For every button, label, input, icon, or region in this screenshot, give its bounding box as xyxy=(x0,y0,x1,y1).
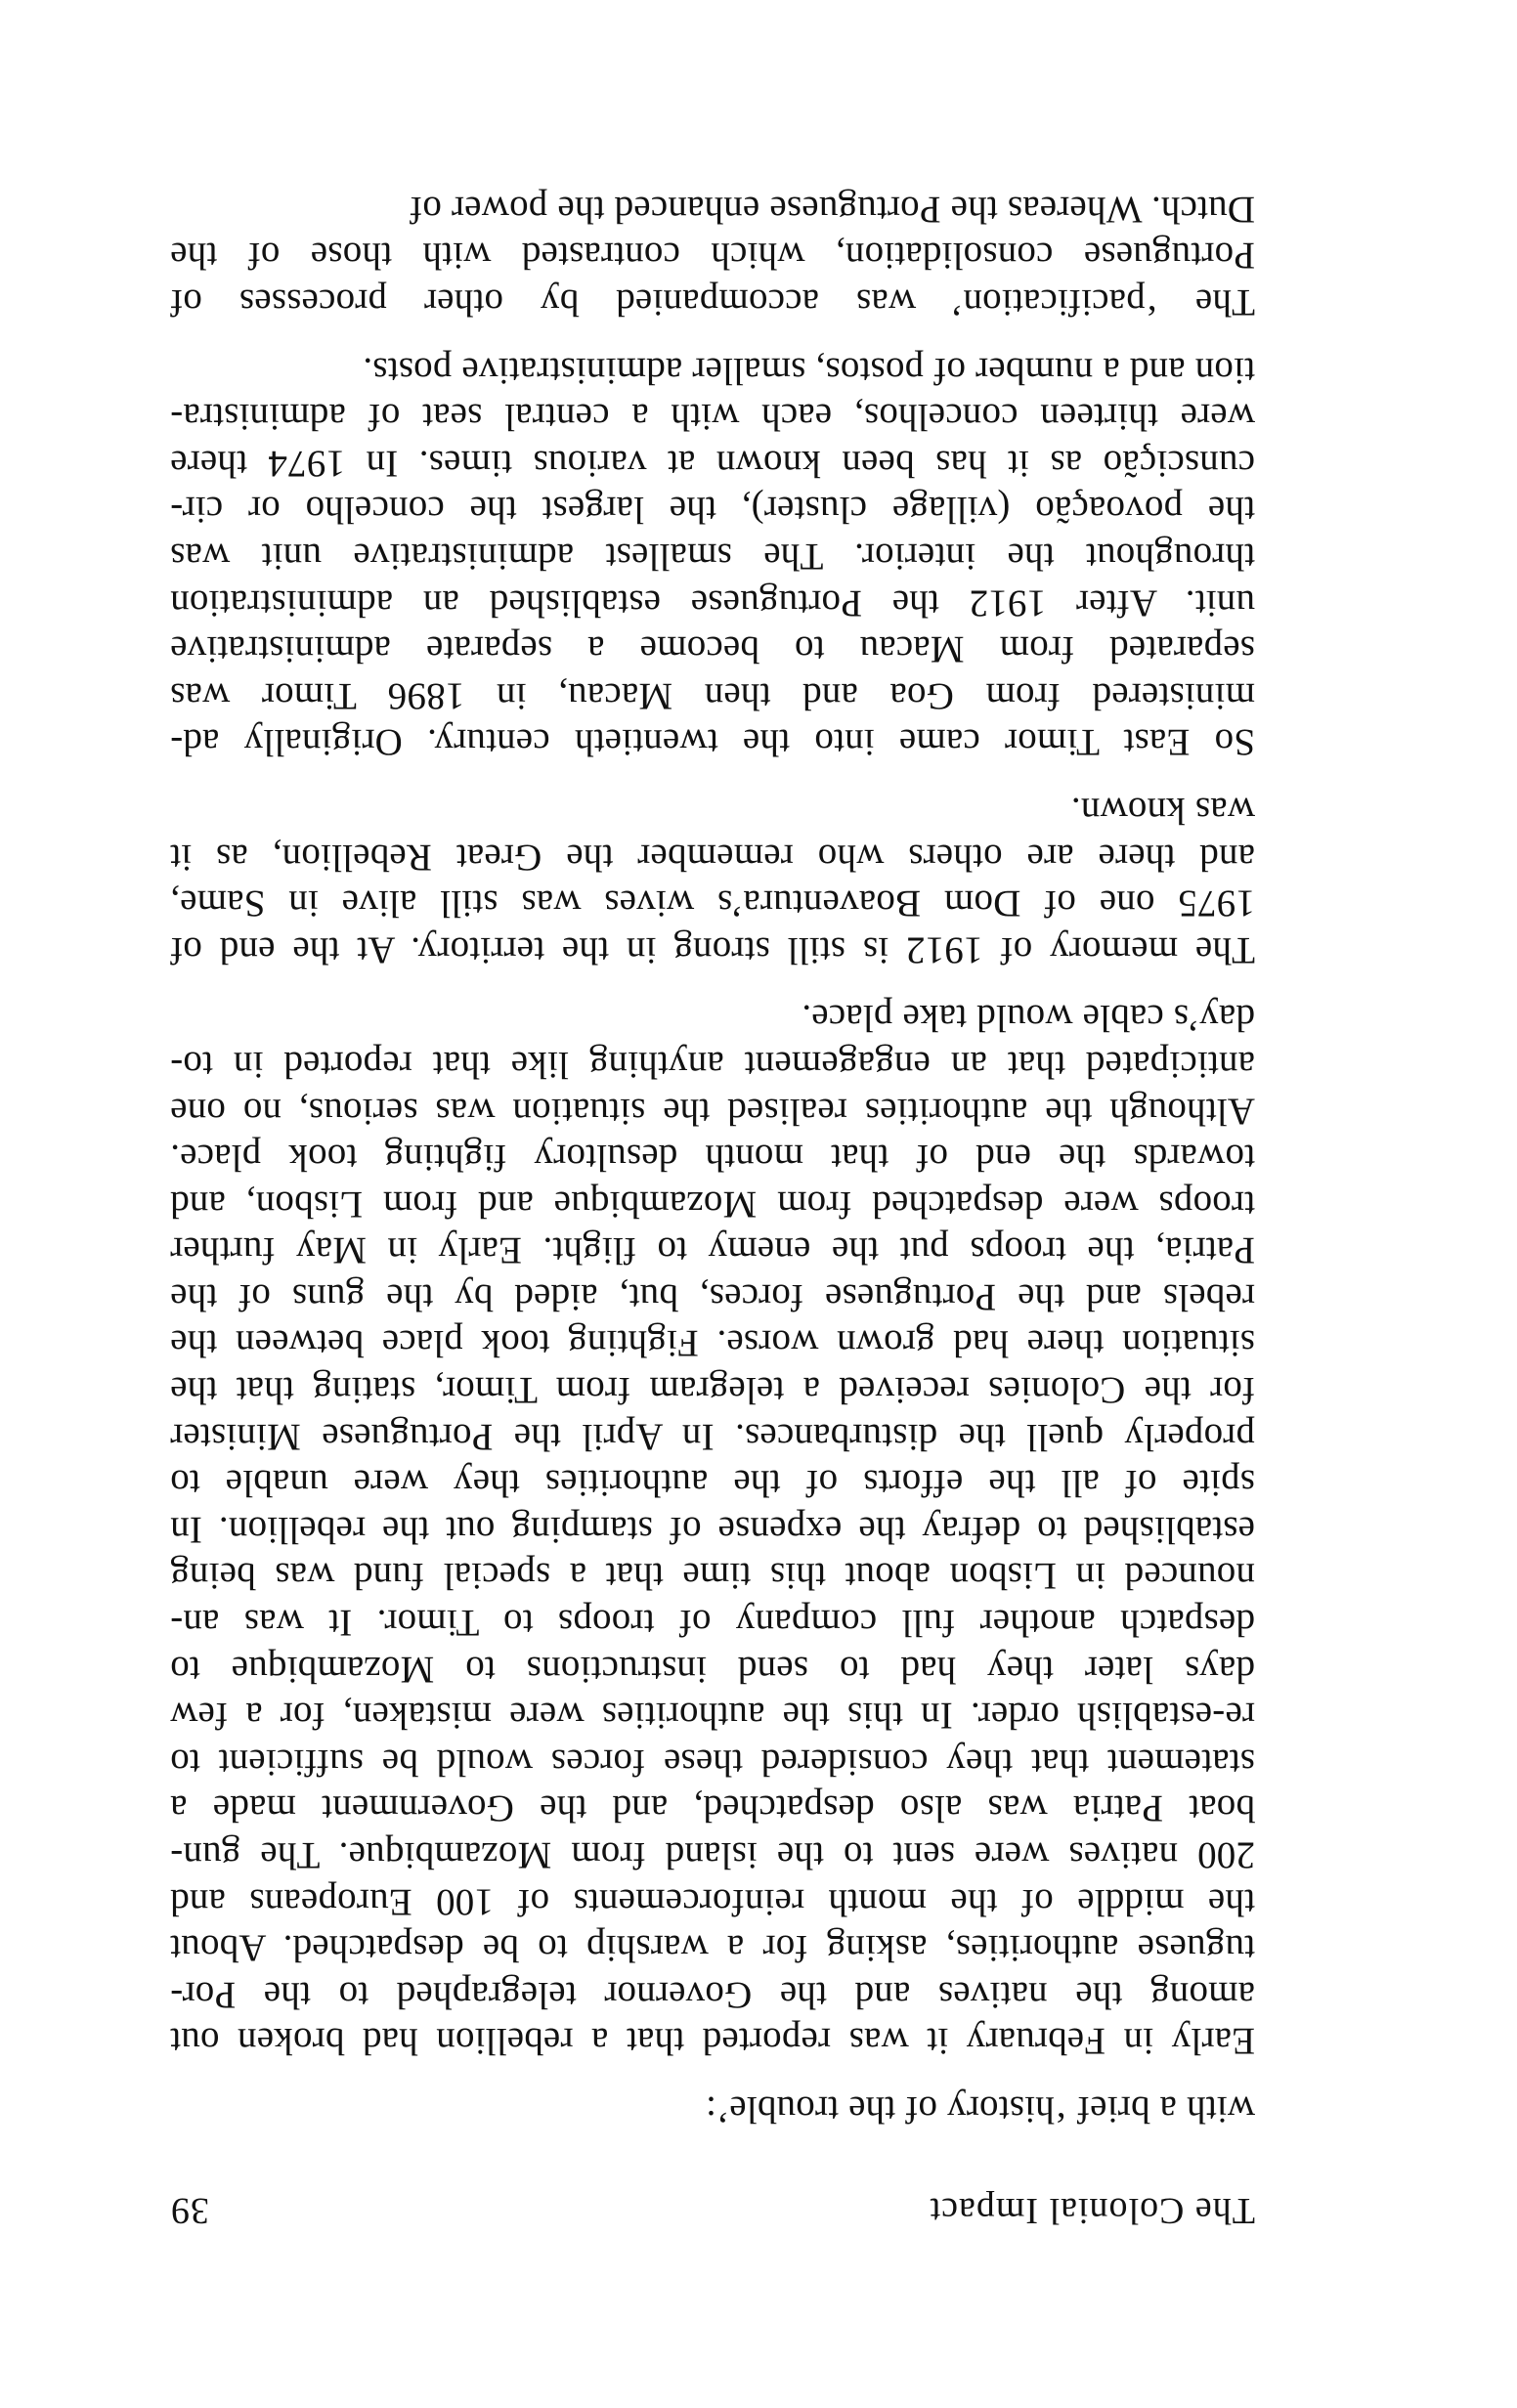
text-line: So East Timor came into the twentieth century. Originally ad- xyxy=(170,721,1255,764)
text-line: nounced in Lisbon about this time that a special fund was being xyxy=(170,1555,1255,1598)
page-content xyxy=(170,186,1255,2232)
text-line: with a brief ‘history of the trouble’: xyxy=(705,2088,1255,2130)
text-line: boat Patria was also despatched, and the Government made a xyxy=(170,1787,1255,1830)
page-number: 39 xyxy=(170,2190,209,2231)
text-line: Portuguese consolidation, which contrasted with those of the xyxy=(170,235,1255,278)
text-line: 200 natives were sent to the island from Mozambique. The gun- xyxy=(170,1834,1255,1877)
text-line: cunscição as it has been known at various times. In 1974 there xyxy=(170,442,1255,485)
text-line: ministered from Goa and then Macau, in 1896 Timor was xyxy=(170,674,1255,717)
text-line: were thirteen concelhos, each with a central seat of administra- xyxy=(170,396,1255,439)
text-line: Although the authorities realised the situation was serious, no one xyxy=(170,1090,1255,1133)
text-line: tion and a number of postos, smaller administrative posts. xyxy=(363,349,1255,392)
paragraph-gap xyxy=(170,765,1255,787)
text-line: for the Colonies received a telegram from Timor, stating that the xyxy=(170,1369,1255,1412)
text-line: days later they had to send instructions to Mozambique to xyxy=(170,1648,1255,1691)
text-line: tuguese authorities, asking for a warship to be despatched. About xyxy=(170,1927,1255,1970)
text-line: separated from Macau to become a separate administrative xyxy=(170,628,1255,671)
text-line: unit. After 1912 the Portuguese established an administration xyxy=(170,581,1255,624)
text-line: throughout the interior. The smallest administrative unit was xyxy=(170,536,1255,578)
text-line: anticipated that an engagement anything like that reported in to- xyxy=(170,1043,1255,1086)
text-line: spite of all the efforts of the authorities they were unable to xyxy=(170,1462,1255,1505)
text-line: statement that they considered these forces would be sufficient to xyxy=(170,1741,1255,1784)
text-line: The ‘pacification’ was accompanied by other processes of xyxy=(170,281,1255,324)
text-line: troops were despatched from Mozambique and from Lisbon, and xyxy=(170,1182,1255,1226)
running-head xyxy=(170,2189,1255,2232)
text-line: 1975 one of Dom Boaventura’s wives was still alive in Same, xyxy=(170,882,1255,925)
text-line: the povoação (village cluster), the largest the concelho or cir- xyxy=(170,489,1255,532)
text-line: The memory of 1912 is still strong in the territory. At the end of xyxy=(170,928,1255,971)
paragraph xyxy=(170,186,1255,325)
text-line: Patria, the troops put the enemy to flight. Early in May further xyxy=(170,1229,1255,1272)
text-line: re-establish order. In this the authorities were mistaken, for a few xyxy=(170,1695,1255,1738)
paragraph xyxy=(170,2086,1255,2132)
paragraph xyxy=(170,347,1255,765)
body-text xyxy=(170,186,1255,2132)
text-line: among the natives and the Governor telegraphed to the Por- xyxy=(170,1973,1255,2016)
paragraph-gap xyxy=(170,973,1255,995)
text-line: day’s cable would take place. xyxy=(802,997,1255,1040)
text-line: was known. xyxy=(1070,789,1255,832)
text-line: and there are others who remember the Great Rebellion, as it xyxy=(170,836,1255,879)
running-head-title: The Colonial Impact xyxy=(929,2190,1255,2231)
text-line: Early in February it was reported that a rebellion had broken out xyxy=(170,2020,1255,2063)
text-line: the middle of the month reinforcements of 100 Europeans and xyxy=(170,1880,1255,1923)
text-line: rebels and the Portuguese forces, but, aided by the guns of the xyxy=(170,1275,1255,1318)
text-line: established to defray the expense of stamping out the rebellion. In xyxy=(170,1508,1255,1551)
paragraph-gap xyxy=(170,325,1255,347)
text-line: properly quell the disturbances. In April the Portuguese Minister xyxy=(170,1415,1255,1458)
paragraph xyxy=(170,787,1255,972)
text-line: towards the end of that month desultory fighting took place. xyxy=(170,1137,1255,1180)
paragraph xyxy=(170,995,1255,2065)
paragraph-gap xyxy=(170,2064,1255,2086)
text-line: despatch another full company of troops to Timor. It was an- xyxy=(170,1602,1255,1645)
text-line: situation there had grown worse. Fighting took place between the xyxy=(170,1322,1255,1365)
text-line: Dutch. Whereas the Portuguese enhanced the power of xyxy=(409,188,1255,231)
